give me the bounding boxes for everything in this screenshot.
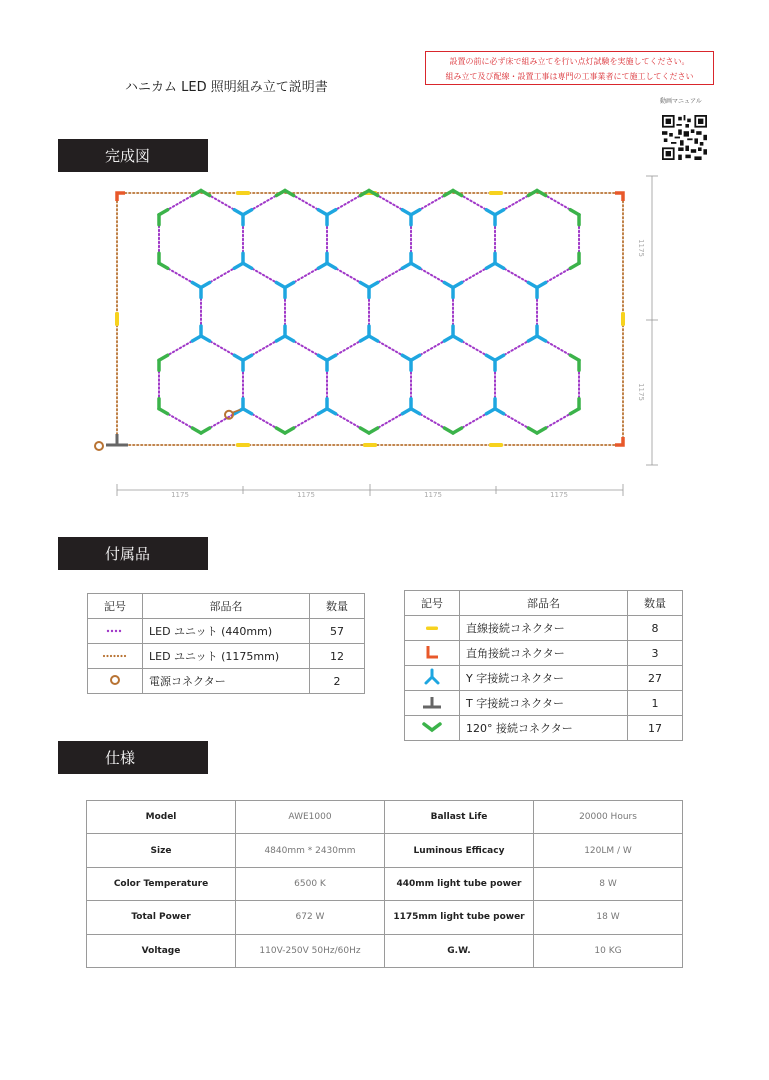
- specs-table: [86, 800, 683, 968]
- 120-connector: [192, 191, 201, 196]
- spec-key: G.W.: [385, 934, 534, 967]
- col-header-part: 部品名: [143, 594, 310, 619]
- col-header-qty: 数量: [310, 594, 365, 619]
- part-qty: 2: [310, 669, 365, 694]
- 120-connector: [159, 210, 168, 215]
- part-qty: 8: [628, 616, 683, 641]
- outer-frame: [95, 191, 625, 450]
- part-name: 直線接続コネクター: [460, 616, 628, 641]
- y-connector: [369, 336, 378, 341]
- spec-value: 110V-250V 50Hz/60Hz: [236, 934, 385, 967]
- spec-value: 120LM / W: [534, 834, 683, 867]
- straight-connector: [489, 191, 503, 195]
- dim-h-4: 1175: [550, 491, 568, 499]
- part-qty: 1: [628, 691, 683, 716]
- col-header-symbol: 記号: [405, 591, 460, 616]
- y-connector: [411, 409, 420, 414]
- dim-v-1: 1175: [637, 239, 645, 257]
- y-connector-icon: [423, 668, 441, 686]
- straight-connector: [489, 443, 503, 447]
- 120-connector: [192, 428, 201, 433]
- t-connector-icon: [421, 694, 443, 710]
- assembly-diagram: [90, 170, 670, 505]
- 120-connector: [360, 428, 369, 433]
- part-name: 直角接続コネクター: [460, 641, 628, 666]
- spec-value: 10 KG: [534, 934, 683, 967]
- 120-connector: [570, 263, 579, 268]
- col-header-qty: 数量: [628, 591, 683, 616]
- brown-dots-icon: [102, 652, 128, 660]
- dim-h-2: 1175: [297, 491, 315, 499]
- y-connector: [285, 336, 294, 341]
- table-row: [87, 901, 683, 934]
- 120-connector: [528, 428, 537, 433]
- y-connector: [192, 336, 201, 341]
- part-qty: 17: [628, 716, 683, 741]
- spec-value: 8 W: [534, 867, 683, 900]
- 120-connector: [159, 355, 168, 360]
- y-connector: [327, 210, 336, 215]
- y-connector: [495, 263, 504, 268]
- corner-connector: [117, 193, 125, 201]
- dim-h-3: 1175: [424, 491, 442, 499]
- corner-connector: [615, 193, 623, 201]
- document-title: ハニカム LED 照明組み立て説明書: [125, 80, 328, 95]
- 120-connector: [570, 409, 579, 414]
- table-row: [87, 834, 683, 867]
- 120-connector-icon: [421, 720, 443, 734]
- y-connector: [243, 409, 252, 414]
- part-qty: 3: [628, 641, 683, 666]
- y-connector: [453, 336, 462, 341]
- y-connector: [537, 336, 546, 341]
- 120-connector: [276, 428, 285, 433]
- section-header-specs: [58, 741, 208, 774]
- section-header-completed: [58, 139, 208, 172]
- corner-connector: [615, 437, 623, 445]
- part-qty: 12: [310, 644, 365, 669]
- table-row: [88, 669, 365, 694]
- corner-connector-icon: [424, 644, 440, 660]
- spec-key: Total Power: [87, 901, 236, 934]
- part-name: 電源コネクター: [143, 669, 310, 694]
- dim-v-2: 1175: [637, 383, 645, 401]
- spec-value: AWE1000: [236, 801, 385, 834]
- table-row: [405, 666, 683, 691]
- table-row: [87, 867, 683, 900]
- spec-key: Color Temperature: [87, 867, 236, 900]
- power-connector: [95, 442, 103, 450]
- spec-value: 6500 K: [236, 867, 385, 900]
- spec-key: Model: [87, 801, 236, 834]
- table-row: [87, 934, 683, 967]
- part-qty: 57: [310, 619, 365, 644]
- part-name: 120° 接続コネクター: [460, 716, 628, 741]
- spec-key: Size: [87, 834, 236, 867]
- y-connector: [495, 210, 504, 215]
- col-header-symbol: 記号: [88, 594, 143, 619]
- part-name: Y 字接続コネクター: [460, 666, 628, 691]
- part-name: LED ユニット (440mm): [143, 619, 310, 644]
- part-qty: 27: [628, 666, 683, 691]
- qr-code-icon[interactable]: [662, 115, 707, 160]
- spec-key: Voltage: [87, 934, 236, 967]
- table-row: [405, 616, 683, 641]
- spec-key: 1175mm light tube power: [385, 901, 534, 934]
- straight-connector: [363, 443, 377, 447]
- purple-dots-icon: [105, 627, 125, 635]
- 120-connector: [528, 191, 537, 196]
- table-row: [88, 644, 365, 669]
- spec-key: Luminous Efficacy: [385, 834, 534, 867]
- table-row: [405, 641, 683, 666]
- table-row: [405, 691, 683, 716]
- straight-connector: [115, 312, 119, 326]
- spec-value: 4840mm * 2430mm: [236, 834, 385, 867]
- table-row: [87, 801, 683, 834]
- warning-line-1: 設置の前に必ず床で組み立てを行い点灯試験を実施してください。: [449, 57, 690, 66]
- y-connector: [327, 263, 336, 268]
- y-connector: [411, 210, 420, 215]
- col-header-part: 部品名: [460, 591, 628, 616]
- table-row: [405, 716, 683, 741]
- straight-connector-icon: [424, 624, 440, 632]
- spec-value: 672 W: [236, 901, 385, 934]
- spec-value: 18 W: [534, 901, 683, 934]
- part-name: T 字接続コネクター: [460, 691, 628, 716]
- table-row: [88, 619, 365, 644]
- spec-key: 440mm light tube power: [385, 867, 534, 900]
- section-title-specs: 仕様: [105, 749, 136, 767]
- straight-connector: [621, 312, 625, 326]
- y-connector: [243, 263, 252, 268]
- section-title-completed: 完成図: [105, 147, 151, 165]
- 120-connector: [444, 428, 453, 433]
- section-header-accessories: [58, 537, 208, 570]
- straight-connector: [236, 191, 250, 195]
- 120-connector: [276, 191, 285, 196]
- dim-h-1: 1175: [171, 491, 189, 499]
- y-connector: [411, 263, 420, 268]
- y-connector: [243, 210, 252, 215]
- spec-key: Ballast Life: [385, 801, 534, 834]
- straight-connector: [236, 443, 250, 447]
- warning-line-2: 組み立て及び配線・設置工事は専門の工事業者にて施工してください: [445, 72, 694, 81]
- power-ring-icon: [108, 673, 122, 687]
- y-connector: [495, 409, 504, 414]
- part-name: LED ユニット (1175mm): [143, 644, 310, 669]
- spec-value: 20000 Hours: [534, 801, 683, 834]
- hexagon-led-edges: [159, 191, 579, 434]
- section-title-accessories: 付属品: [105, 545, 151, 563]
- accessories-table-left: [87, 593, 365, 694]
- accessories-table-right: [404, 590, 683, 741]
- 120-connector: [444, 191, 453, 196]
- y-connector: [327, 409, 336, 414]
- warning-notice: [425, 51, 714, 85]
- qr-label: 動画マニュアル: [660, 98, 702, 105]
